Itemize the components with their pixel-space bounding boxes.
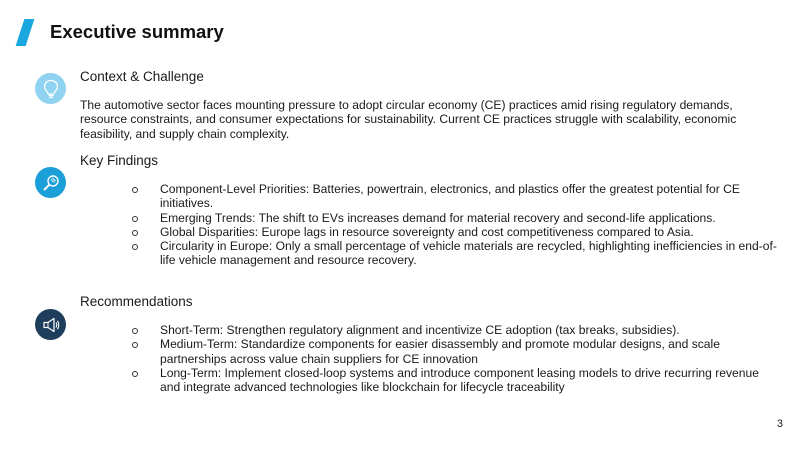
bullet-circle-icon: [132, 328, 138, 334]
megaphone-icon: [35, 309, 66, 340]
recommendations-list: [130, 323, 780, 394]
bullet-circle-icon: [132, 216, 138, 222]
findings-list: [130, 182, 780, 268]
list-item: [130, 323, 780, 337]
list-item-text: Circularity in Europe: Only a small percentage of vehicle materials are recycled, highlighting inefficiencies in end-of-life vehicle management and resource recovery.: [160, 239, 777, 268]
list-item: [130, 225, 780, 239]
list-item: [130, 366, 780, 395]
list-item-text: Short-Term: Strengthen regulatory alignment and incentivize CE adoption (tax breaks, subsidies).: [160, 323, 680, 337]
list-item-text: Medium-Term: Standardize components for easier disassembly and promote modular designs, and scale partnerships across value chain suppliers for CE innovation: [160, 337, 720, 366]
list-item: [130, 211, 780, 225]
list-item-text: Emerging Trends: The shift to EVs increases demand for material recovery and second-life applications.: [160, 210, 716, 225]
list-item-text: Global Disparities: Europe lags in resource sovereignty and cost competitiveness compared to Asia.: [160, 224, 694, 239]
list-item: [130, 239, 780, 268]
list-item-text: Long-Term: Implement closed-loop systems and introduce component leasing models to drive recurring revenue and integrate advanced technologies like blockchain for lifecycle traceability: [160, 365, 759, 395]
list-item-text: Component-Level Priorities: Batteries, powertrain, electronics, and plastics offer the greatest potential for CE initiatives.: [160, 182, 740, 211]
bullet-circle-icon: [132, 371, 138, 377]
bullet-circle-icon: [132, 342, 138, 348]
bullet-circle-icon: [132, 244, 138, 250]
page-number: 3: [776, 418, 783, 430]
magnifier-icon: [35, 167, 66, 198]
list-item: [130, 182, 780, 211]
bullet-circle-icon: [132, 230, 138, 236]
recommendations-heading: Recommendations: [80, 294, 193, 309]
title-accent-bar: [16, 19, 35, 46]
lightbulb-icon: [35, 73, 66, 104]
findings-heading: Key Findings: [80, 153, 159, 168]
context-paragraph: The automotive sector faces mounting pressure to adopt circular economy (CE) practices amid rising regulatory demands, resource constraints, and consumer expectations for sustainability. Current CE practices struggle with scalability, economic feasibility, and supply chain complexity.: [80, 98, 737, 141]
context-heading: Context & Challenge: [80, 69, 204, 84]
slide-title: Executive summary: [50, 21, 224, 42]
bullet-circle-icon: [132, 187, 138, 193]
list-item: [130, 337, 780, 366]
